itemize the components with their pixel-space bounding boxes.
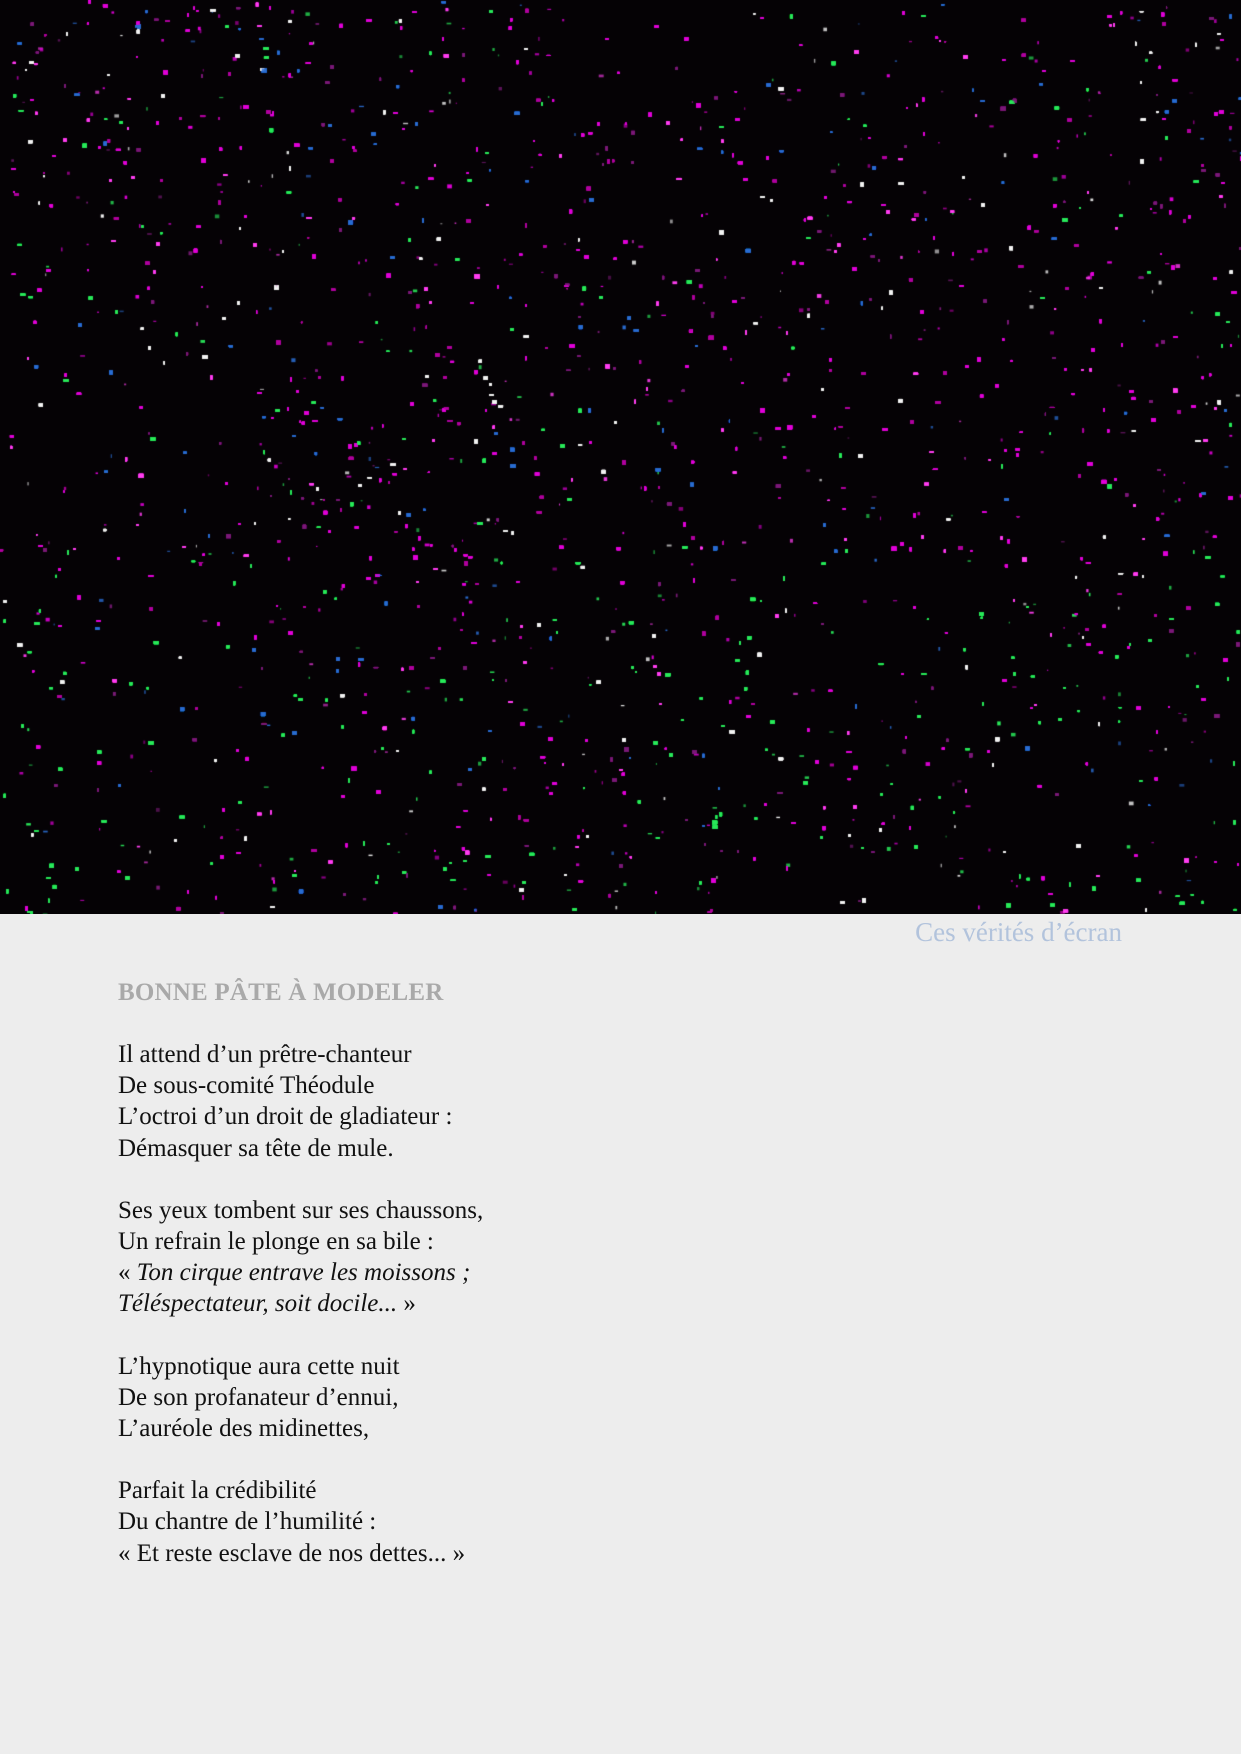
stanza-2 — [118, 1195, 1018, 1320]
stanza-3 — [118, 1351, 1018, 1445]
poem-line: De son profanateur d’ennui, — [118, 1383, 399, 1411]
poem-line: Du chantre de l’humilité : — [118, 1508, 377, 1536]
poem-line: Parfait la crédibilité — [118, 1477, 317, 1505]
stanza-1 — [118, 1039, 1018, 1164]
quoted-text: Téléspectateur, soit docile... — [118, 1290, 398, 1318]
poem-line-quoted — [118, 1288, 1018, 1319]
poem-line: Ses yeux tombent sur ses chaussons, — [118, 1196, 484, 1224]
poem-line: L’octroi d’un droit de gladiateur : — [118, 1103, 453, 1131]
poem-line: De sous-comité Théodule — [118, 1072, 375, 1100]
poem — [118, 978, 1018, 1600]
poem-line: L’hypnotique aura cette nuit — [118, 1352, 400, 1380]
poem-line-quoted — [118, 1257, 1018, 1288]
poem-line: Il attend d’un prêtre-chanteur — [118, 1041, 412, 1068]
open-quote: « — [118, 1259, 137, 1287]
poem-line: Démasquer sa tête de mule. — [118, 1134, 394, 1162]
stanza-4 — [118, 1475, 1018, 1569]
collection-title: Ces vérités d’écran — [915, 917, 1122, 947]
close-quote: » — [397, 1290, 416, 1318]
poem-title: BONNE PÂTE À MODELER — [118, 979, 444, 1006]
poem-line: « Et reste esclave de nos dettes... » — [118, 1539, 466, 1567]
poem-line: Un refrain le plonge en sa bile : — [118, 1228, 434, 1256]
quoted-text: Ton cirque entrave les moissons ; — [136, 1259, 471, 1287]
poem-line: L’auréole des midinettes, — [118, 1415, 370, 1443]
